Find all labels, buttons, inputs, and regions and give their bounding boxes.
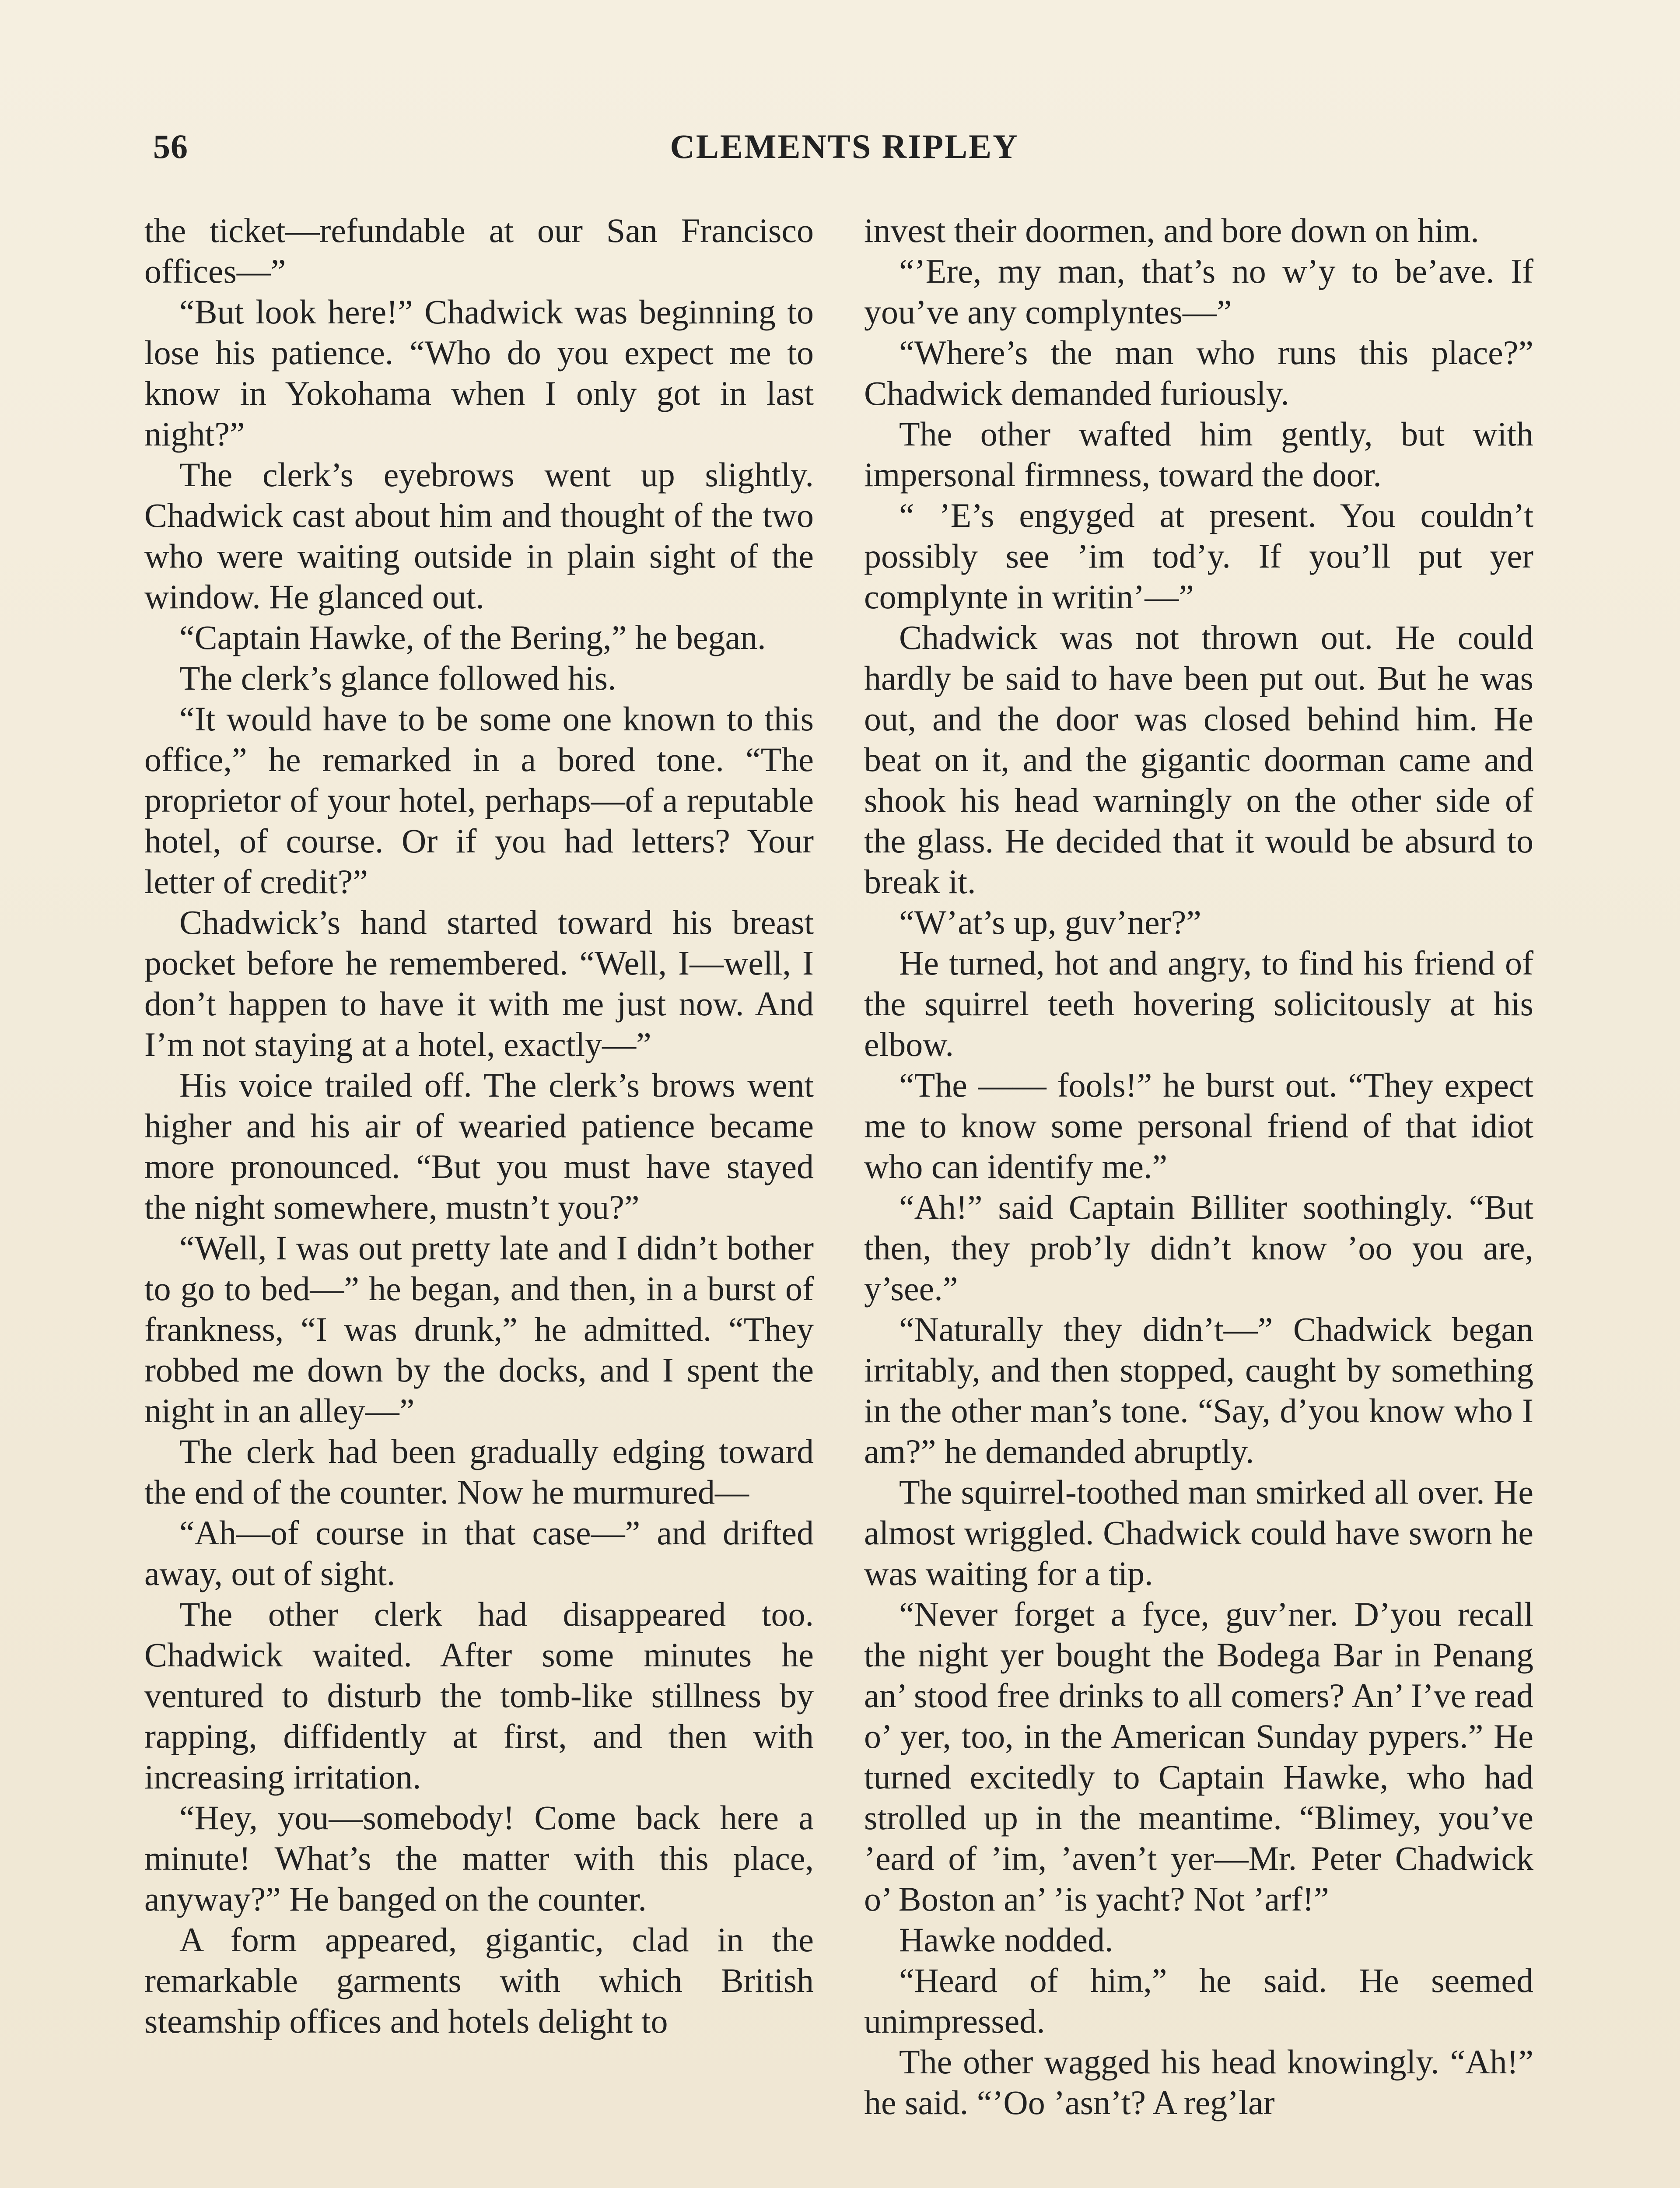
page-number: 56 [153,127,188,165]
paragraph: “Ah!” said Captain Billiter soothingly. “But then, they prob’ly didn’t know ’oo you are, y’see.” [864,1188,1533,1308]
paragraph: “Well, I was out pretty late and I didn’t bother to go to bed—” he began, and then, in a burst of frankness, “I was drunk,” he admitted. “They robbed me down by the docks, and I spent the night in an alley—” [144,1229,814,1430]
paragraph: “Heard of him,” he said. He seemed unimpressed. [864,1961,1533,2040]
paragraph: “Hey, you—somebody! Come back here a minute! What’s the matter with this place, anyway?” He banged on the counter. [144,1799,814,1918]
paragraph: The clerk had been gradually edging toward the end of the counter. Now he murmured— [144,1432,814,1511]
paragraph: “Never forget a fyce, guv’ner. D’you recall the night yer bought the Bodega Bar in Penang an’ stood free drinks to all comers? An’ I’ve read o’ yer, too, in the American Sunday pypers.” He turned excitedly to Captain Hawke, who had strolled up in the meantime. “Blimey, you’ve ’eard of ’im, ’aven’t yer—Mr. Peter Chadwick o’ Boston an’ ’is yacht? Not ’arf!” [864,1595,1533,1918]
paragraph: “’Ere, my man, that’s no w’y to be’ave. If you’ve any complyntes—” [864,252,1533,331]
paragraph: The other wagged his head knowingly. “Ah!” he said. “’Oo ’asn’t? A reg’lar [864,2043,1533,2121]
paragraph: Chadwick’s hand started toward his breast pocket before he remembered. “Well, I—well, I don’t happen to have it with me just now. And I’m not staying at a hotel, exactly—” [144,903,814,1063]
paragraph: “But look here!” Chadwick was beginning to lose his patience. “Who do you expect me to know in Yokohama when I only got in last night?” [144,293,814,453]
paragraph: “Where’s the man who runs this place?” Chadwick demanded furiously. [864,333,1533,412]
paragraph: He turned, hot and angry, to find his friend of the squirrel teeth hovering solicitously at his elbow. [864,944,1533,1063]
paragraph: His voice trailed off. The clerk’s brows went higher and his air of wearied patience became more pronounced. “But you must have stayed the night somewhere, mustn’t you?” [144,1066,814,1226]
paragraph: A form appeared, gigantic, clad in the remarkable garments with which British steamship offices and hotels delight to [144,1921,814,2040]
paragraph: “Captain Hawke, of the Bering,” he began. [179,618,766,656]
paragraph: The squirrel-toothed man smirked all over. He almost wriggled. Chadwick could have sworn he was waiting for a tip. [864,1473,1533,1592]
page-header [153,127,1536,175]
running-head: CLEMENTS RIPLEY [670,127,1019,165]
paragraph: The clerk’s eyebrows went up slightly. Chadwick cast about him and thought of the two who were waiting outside in plain sight of the window. He glanced out. [144,456,814,616]
paragraph: “The —— fools!” he burst out. “They expect me to know some personal friend of that idiot who can identify me.” [864,1066,1533,1185]
left-column [144,210,814,2041]
paragraph: The other clerk had disappeared too. Chadwick waited. After some minutes he ventured to disturb the tomb-like stillness by rapping, diffidently at first, and then with increasing irritation. [144,1595,814,1796]
paragraph: invest their doormen, and bore down on him. [864,211,1479,249]
paragraph: The other wafted him gently, but with impersonal firmness, toward the door. [864,415,1533,494]
paragraph: Chadwick was not thrown out. He could hardly be said to have been put out. But he was out, and the door was closed behind him. He beat on it, and the gigantic doorman came and shook his head warningly on the other side of the glass. He decided that it would be absurd to break it. [864,618,1533,901]
paragraph: “Naturally they didn’t—” Chadwick began irritably, and then stopped, caught by something in the other man’s tone. “Say, d’you know who I am?” he demanded abruptly. [864,1310,1533,1470]
paragraph: “ ’E’s engyged at present. You couldn’t possibly see ’im tod’y. If you’ll put yer complynte in writin’—” [864,496,1533,616]
right-column [864,210,1533,2123]
paragraph: “Ah—of course in that case—” and drifted away, out of sight. [144,1514,814,1592]
paragraph: “It would have to be some one known to this office,” he remarked in a bored tone. “The proprietor of your hotel, perhaps—of a reputable hotel, of course. Or if you had letters? Your letter of credit?” [144,700,814,901]
paragraph: “W’at’s up, guv’ner?” [899,903,1201,941]
paragraph: Hawke nodded. [899,1921,1113,1959]
paragraph: The clerk’s glance followed his. [179,659,616,697]
paragraph: the ticket—refundable at our San Francisco offices—” [144,211,814,290]
